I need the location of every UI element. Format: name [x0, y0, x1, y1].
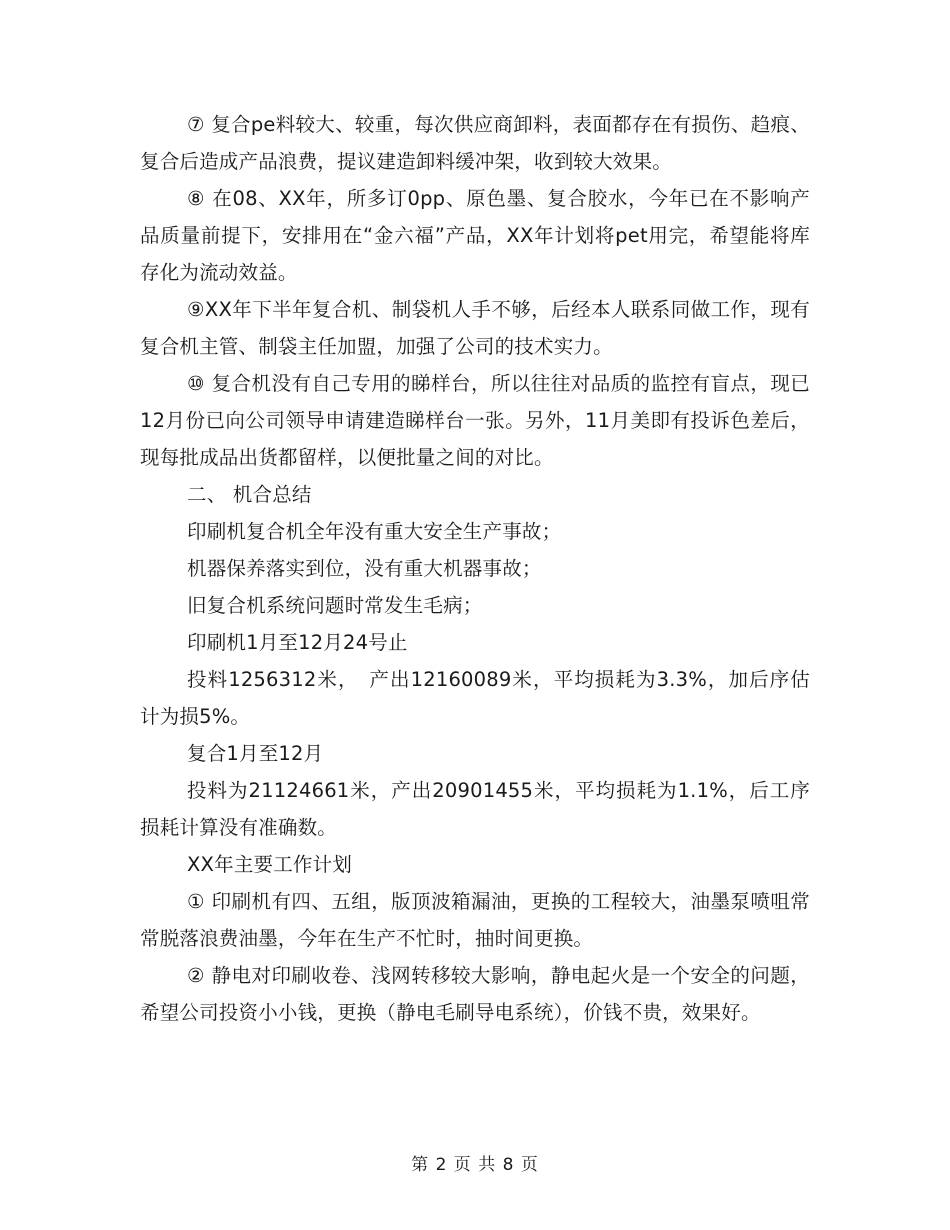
page-footer — [0, 1153, 950, 1177]
paragraph-item-8: ⑧ 在08、XX年，所多订0pp、原色墨、复合胶水，今年已在不影响产品质量前提下，安排用在“金六福”产品，XX年计划将pet用完，希望能将库存化为流动效益。 — [140, 187, 810, 284]
plan-item-2: ② 静电对印刷收卷、浅网转移较大影响，静电起火是一个安全的问题，希望公司投资小小钱，更换（静电毛刷导电系统），价钱不贵，效果好。 — [140, 964, 810, 1024]
document-body — [140, 106, 810, 1031]
printing-period-heading: 印刷机1月至12月24号止 — [187, 631, 408, 654]
lamination-stats: 投料为21124661米，产出20901455米，平均损耗为1.1%，后工序损耗计算没有准确数。 — [140, 779, 810, 839]
summary-line-old-machine: 旧复合机系统问题时常发生毛病； — [187, 594, 483, 617]
section-heading-summary: 二、 机合总结 — [187, 483, 312, 506]
page-number: 第 2 页 共 8 页 — [411, 1155, 539, 1175]
paragraph-item-10: ⑩ 复合机没有自己专用的睇样台，所以往往对品质的监控有盲点，现已12月份已向公司领导申请建造睇样台一张。另外，11月美即有投诉色差后，现每批成品出货都留样，以便批量之间的对比。 — [140, 372, 810, 469]
summary-line-safety: 印刷机复合机全年没有重大安全生产事故； — [187, 520, 562, 543]
work-plan-heading: XX年主要工作计划 — [187, 853, 353, 876]
plan-item-1: ① 印刷机有四、五组，版顶波箱漏油，更换的工程较大，油墨泵喷咀常常脱落浪费油墨，今年在生产不忙时，抽时间更换。 — [140, 890, 810, 950]
printing-stats: 投料1256312米， 产出12160089米，平均损耗为3.3%，加后序估计为损5%。 — [140, 668, 810, 728]
paragraph-item-9: ⑨XX年下半年复合机、制袋机人手不够，后经本人联系同做工作，现有复合机主管、制袋主任加盟，加强了公司的技术实力。 — [140, 298, 810, 358]
paragraph-item-7: ⑦ 复合pe料较大、较重，每次供应商卸料，表面都存在有损伤、趋痕、复合后造成产品浪费，提议建造卸料缓冲架，收到较大效果。 — [140, 113, 810, 173]
summary-line-maintenance: 机器保养落实到位，没有重大机器事故； — [187, 557, 542, 580]
lamination-period-heading: 复合1月至12月 — [187, 742, 324, 765]
